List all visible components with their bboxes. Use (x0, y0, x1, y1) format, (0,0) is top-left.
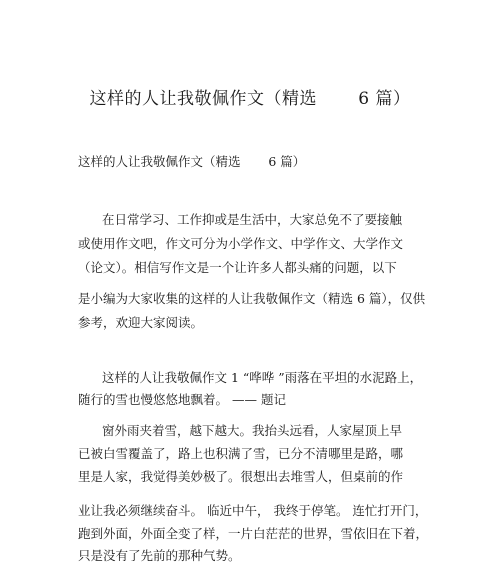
intro-line: 在日常学习、工作抑或是生活中，大家总免不了要接触 (102, 212, 403, 227)
essay-line: 已被白雪覆盖了，路上也积满了雪，已分不清哪里是路，哪 (78, 446, 404, 461)
essay-line: 业让我必须继续奋斗。 临近中午， 我终于停笔。 连忙打开门， (78, 503, 428, 518)
intro-line: 参考，欢迎大家阅读。 (78, 315, 204, 330)
essay-line: 里是人家，我觉得美妙极了。很想出去堆雪人，但桌前的作 (78, 469, 404, 484)
intro-line: 是小编为大家收集的这样的人让我敬佩作文（精选 6 篇），仅供 (78, 291, 426, 306)
essay-line: 只是没有了先前的那种气势。 (78, 548, 241, 563)
essay-line: 跑到外面，外面全变了样，一片白茫茫的世界，雪依旧在下着， (78, 526, 429, 541)
document-title: 这样的人让我敬佩作文（精选 6 篇） (89, 89, 411, 109)
intro-line: 或使用作文吧，作文可分为小学作文、中学作文、大学作文 (78, 236, 404, 251)
document-subtitle: 这样的人让我敬佩作文（精选 6 篇） (78, 154, 306, 169)
essay-line: 这样的人让我敬佩作文 1 “哗哗 ”雨落在平坦的水泥路上， (102, 370, 423, 385)
essay-line: 随行的雪也慢悠悠地飘着。 —— 题记 (78, 392, 286, 407)
essay-line: 窗外雨夹着雪，越下越大。我抬头远看，人家屋顶上早 (102, 423, 403, 438)
intro-line: （论文）。相信写作文是一个让许多人都头痛的问题，以下 (78, 260, 397, 275)
